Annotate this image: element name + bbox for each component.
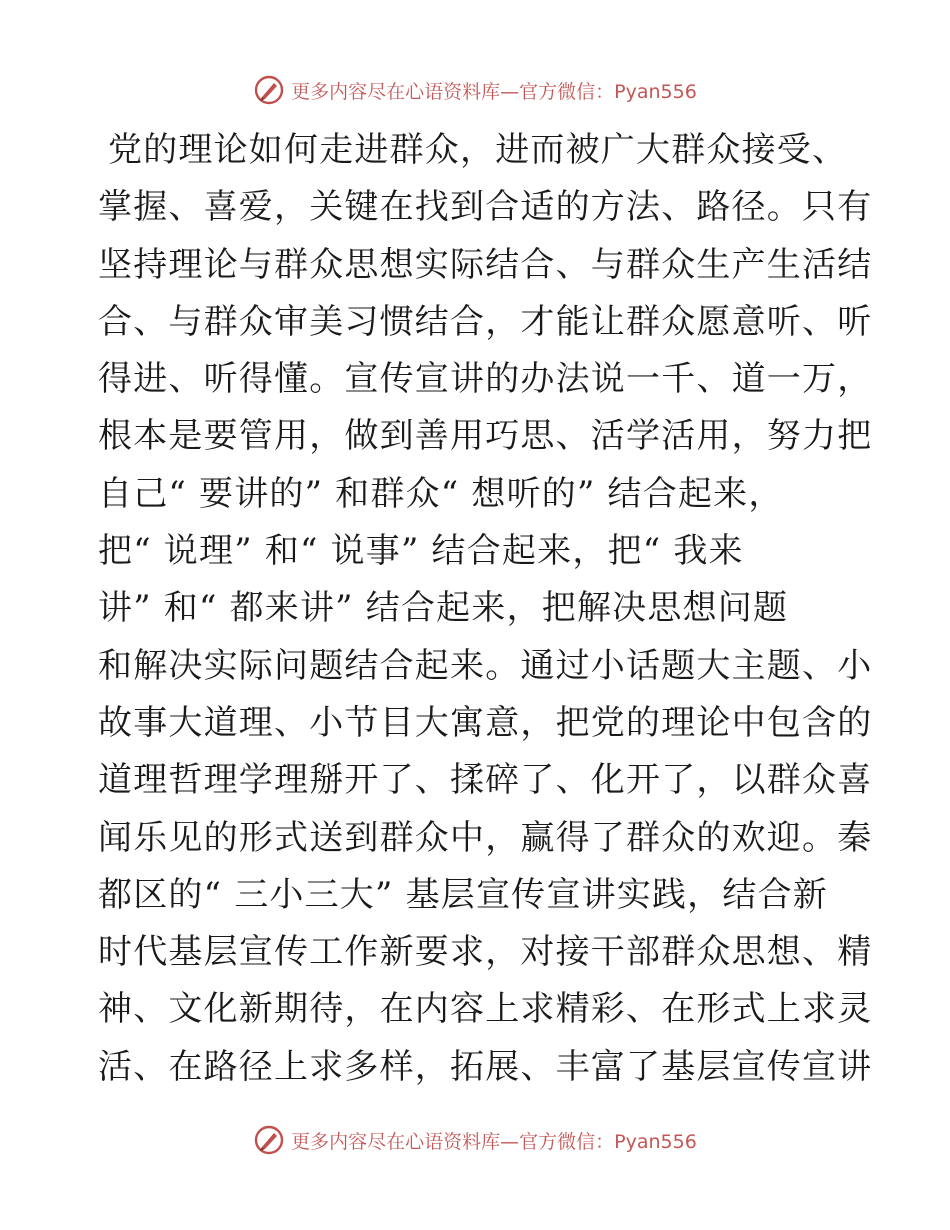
body-line: 讲” 和“ 都来讲” 结合起来，把解决思想问题 xyxy=(98,588,789,629)
body-line: 闻乐见的形式送到群众中，赢得了群众的欢迎。秦 xyxy=(98,817,873,858)
body-line: 活、在路径上求多样，拓展、丰富了基层宣传宣讲 xyxy=(98,1046,873,1087)
body-line: 合、与群众审美习惯结合，才能让群众愿意听、听 xyxy=(98,301,873,342)
body-line: 道理哲理学理掰开了、揉碎了、化开了，以群众喜 xyxy=(98,760,873,801)
footer-watermark-text: 更多内容尽在心语资料库—官方微信：Pyan556 xyxy=(291,1130,697,1153)
body-line: 坚持理论与群众思想实际结合、与群众生产生活结 xyxy=(98,244,873,285)
body-line: 神、文化新期待，在内容上求精彩、在形式上求灵 xyxy=(98,989,873,1030)
body-line: 自己“ 要讲的” 和群众“ 想听的” 结合起来， xyxy=(98,473,784,514)
body-line: 把“ 说理” 和“ 说事” 结合起来，把“ 我来 xyxy=(98,531,744,572)
body-line: 故事大道理、小节目大寓意，把党的理论中包含的 xyxy=(98,702,873,743)
pen-circle-logo-icon xyxy=(253,74,285,106)
header-watermark-text: 更多内容尽在心语资料库—官方微信：Pyan556 xyxy=(291,80,697,103)
footer-watermark xyxy=(0,1120,950,1160)
pen-circle-logo-icon xyxy=(253,1124,285,1156)
header-watermark xyxy=(0,70,950,110)
body-line: 根本是要管用，做到善用巧思、活学活用，努力把 xyxy=(98,416,873,457)
body-line: 和解决实际问题结合起来。通过小话题大主题、小 xyxy=(98,645,873,686)
body-line: 党的理论如何走进群众，进而被广大群众接受、 xyxy=(108,130,848,170)
body-line: 都区的“ 三小三大” 基层宣传宣讲实践，结合新 xyxy=(98,874,828,915)
body-line: 时代基层宣传工作新要求，对接干部群众思想、精 xyxy=(98,932,873,973)
body-line: 掌握、喜爱，关键在找到合适的方法、路径。只有 xyxy=(98,187,873,228)
body-paragraph xyxy=(98,122,873,1096)
body-line: 得进、听得懂。宣传宣讲的办法说一千、道一万， xyxy=(98,359,873,400)
